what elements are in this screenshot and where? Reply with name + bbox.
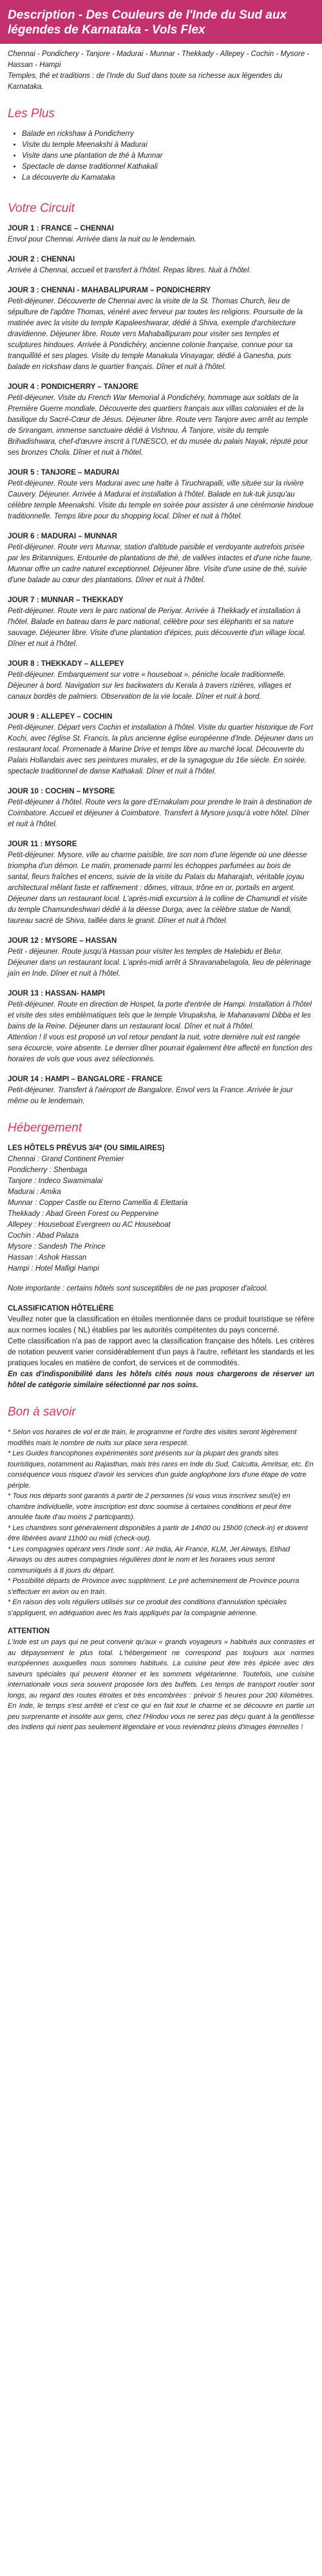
day-description: Petit-déjeuner. Visite du French War Memorial à Pondichéry, hommage aux soldats de la Première Guerre mondiale. Découverte des quartiers français aux villas coloniales et de la basilique du Sacré-Cœur de Jésus. Déjeuner libre. Route vers Tanjore avec arrêt au temple de Srirangam, immense sanctuaire dédié à Vishnou. À Tanjore, visite du temple Brihadishwara, chef-d'œuvre inscrit à l'UNESCO, et du musée du palais Nayak, réputé pour ses bronzes Chola. Dîner et nuit à l'hôtel. [8,394,308,457]
day-title: JOUR 13 : HASSAN- HAMPI [8,990,105,998]
day-title: JOUR 1 : FRANCE – CHENNAI [8,225,114,232]
day-title: JOUR 3 : CHENNAI - MAHABALIPURAM – PONDICHERRY [8,287,211,294]
list-item: • Visite dans une plantation de thé à Munnar [22,151,314,162]
page-header [0,0,322,44]
hotel-item: Munnar : Copper Castle ou Eterno Camellia & Elettaria [8,1199,188,1207]
day-block [8,786,314,830]
attention-text: L'Inde est un pays qui ne peut convenir qu'aux « grands voyageurs » habitués aux contrastes et au dépaysement le plus total. L'hébergement ne correspond pas toujours aux normes européennes auxquelles nous sommes habitués. La cuisine peut être très épicée avec des saveurs spéciales qui peuvent étonner et les sommets végétarienne. Toutefois, une cuisine internationale vous sera souvent proposée lors des buffets. Les temps de transport routier sont longs, au regard des routes étroites et très encombrées : prévoir 5 heures pour 200 kilomètres. En Inde, le temps s'est arrêté et c'est ce qui en fait tout le charme et se découvre en partie un peu surprenante et insolite aux gens, chez l'Hindou vous ne serez pas déçu quant à la gentillesse des Indiens qui nient pas seulement légendaire et vous reviendrez pleins d'images éternelles ! [8,1638,314,1731]
circuit-days [8,223,314,1107]
info-paragraph: * Les compagnies opérant vers l'Inde sont : Air India, Air France, KLM, Jet Airways, Etihad Airways ou des autres compagnies régulières dont le nom et les horaires vous seront communiqués à 8 jours du départ. [8,1545,290,1575]
day-description: Petit-déjeuner à l'hôtel. Route vers la gare d'Ernakulam pour prendre le train à destination de Coimbatore. Accueil et déjeuner à Coimbatore. Transfert à Mysore jusqu'à votre hôtel. Dîner et nuit à l'hôtel. [8,799,312,828]
classification-text-3: En cas d'indisponibilité dans les hôtels cités nous nous chargerons de réserver un hôtel de catégorie similaire sélectionné par nos soins. [8,1370,314,1389]
hotel-item: Cochin : Abad Palaza [8,1232,79,1240]
section-heading-hebergement: Hébergement [8,1121,82,1135]
hotel-item: Hampi : Hotel Malligi Hampi [8,1265,99,1273]
hotel-item: Thekkady : Abad Green Forest ou Peppervine [8,1210,159,1218]
hotels-subtitle: LES HÔTELS PRÉVUS 3/4* (OU SIMILAIRES) [8,1144,165,1152]
day-block [8,936,314,980]
day-description: Petit-déjeuner. Embarquement sur votre « houseboat », péniche locale traditionnelle. Déjeuner à bord. Navigation sur les backwaters du Kerala à travers rizières, villages et canaux bordés de palmiers. Observation de la vie locale. Dîner et nuit à bord. [8,671,291,701]
hotel-item: Madurai : Amika [8,1188,61,1196]
day-block [8,223,314,245]
info-paragraph: * En raison des vols réguliers utilisés sur ce produit des conditions d'annulation spéciales s'appliquent, en adéquation avec les frais appliqués par la compagnie aérienne. [8,1598,287,1617]
day-description: Petit-déjeuner. Route vers le parc national de Periyar. Arrivée à Thekkady et installation à l'hôtel. Balade en bateau dans le parc national, célèbre pour ses éléphants et sa nature sauvage. Déjeuner libre. Visite d'une plantation d'épices, puis découverte d'un village local. Dîner et nuit à l'hôtel. [8,607,306,648]
section-heading-circuit: Votre Circuit [8,202,75,215]
bon-a-savoir-notes [8,1427,314,1618]
day-description: Petit-déjeuner. Route en direction de Hospet, la porte d'entrée de Hampi. Installation à l'hôtel et visite des sites emblématiques tels que le temple Virupaksha, le Mahanavami Dibba et les bains de la Reine. Déjeuner dans un restaurant local. Dîner et nuit à l'hôtel. Attention ! Il vous est proposé un vol retour pendant la nuit, votre dernière nuit est rangée sera écourcie, voire absente. Le dernier dîner pourrait également être affecté en fonction des horaires de vols que vous avez sélectionnés. [8,1001,313,1063]
day-title: JOUR 4 : PONDICHERRY – TANJORE [8,383,138,391]
day-title: JOUR 14 : HAMPI – BANGALORE - FRANCE [8,1075,163,1083]
list-item: • Balade en rickshaw à Pondicherry [22,129,314,140]
day-block [8,595,314,650]
day-description: Petit-déjeuner. Transfert à l'aéroport de Bangalore. Envol vers la France. Arrivée le jour même ou le lendemain. [8,1086,293,1105]
day-description: Petit-déjeuner. Route vers Munnar, station d'altitude paisible et verdoyante autrefois prisée par les Britanniques. Entourée de plantations de thé, de vallées intactes et d'une riche faune, Munnar offre un cadre naturel exceptionnel. Déjeuner libre. Visite d'une usine de thé, suivie d'une balade au cœur des plantations. Dîner et nuit à l'hôtel. [8,544,312,584]
list-item: • Visite du temple Meenakshi à Madurai [22,140,314,151]
day-description: Petit-déjeuner. Mysore, ville au charme paisible, tire son nom d'une légende où une déesse triompha d'un démon. Le matin, promenade parmi les échoppes parfumées au bois de santal, fleurs fraîches et encens, suivie de la visite du Palais du Maharajah, véritable joyau architectural mêlant faste et raffinement : dômes, vitraux, trône en or, portails en argent. Déjeuner dans un restaurant local. L'après-midi excursion à la colline de Chamundi et visite du temple Chamundeshwari dédié à la déesse Durga, avec la célèbre statue de Nandi, taureau sacré de Shiva, taillée dans le granit. Dîner et nuit à l'hôtel. [8,851,307,925]
section-heading-bon-a-savoir: Bon à savoir [8,1405,76,1419]
day-block [8,254,314,276]
day-block [8,382,314,459]
hotel-list [8,1154,314,1274]
day-block [8,531,314,586]
day-block [8,468,314,522]
day-title: JOUR 9 : ALLEPEY – COCHIN [8,713,113,721]
intro-text: Temples, thé et traditions : de l'Inde du Sud dans toute sa richesse aux légendes du Karnataka. [8,72,283,91]
list-item: • Spectacle de danse traditionnel Kathakali [22,162,314,173]
day-description: Petit - déjeuner. Route jusqu'à Hassan pour visiter les temples de Halebidu et Belur. Déjeuner dans un restaurant local. L'après-midi arrêt à Shravanabelagola, lieu de pèlerinage jaïn en Inde. Dîner et nuit à l'hôtel. [8,948,311,978]
day-block [8,839,314,927]
day-title: JOUR 7 : MUNNAR – THEKKADY [8,596,124,604]
list-item: • La découverte du Karnataka [22,173,314,184]
day-description: Petit-déjeuner. Route vers Madurai avec une halte à Tiruchirapalli, ville située sur la rivière Cauvery. Déjeuner. Arrivée à Madurai et installation à l'hôtel. Balade en tuk-tuk jusqu'au célèbre temple Meenakshi. Visite du temple en soirée pour assister à une cérémonie hindoue traditionnelle. Temps libre pour du shopping local. Dîner et nuit à l'hôtel. [8,480,314,520]
day-block [8,989,314,1065]
page-title: Description - Des Couleurs de l'Inde du Sud aux légendes de Karnataka - Vols Flex [8,8,287,37]
classification-title: CLASSIFICATION HÔTELIÈRE [8,1305,114,1312]
day-block [8,1074,314,1107]
attention-title: ATTENTION [8,1627,50,1635]
day-block [8,659,314,703]
intro-route: Chennai - Pondichery - Tanjore - Madurai - Munnar - Thekkady - Allepey - Cochin - Mysore - Hassan - Hampi [8,50,310,69]
info-paragraph: * Les chambres sont généralement disponibles à partir de 14h00 ou 15h00 (check-in) et doivent être libérées avant 11h00 ou midi (check-out). [8,1524,308,1542]
hotel-item: Chennai : Grand Continent Premier [8,1155,124,1163]
day-description: Petit-déjeuner. Départ vers Cochin et installation à l'hôtel. Visite du quartier historique de Fort Kochi, avec l'église St. Francis, la plus ancienne église européenne d'Inde. Déjeuner dans un restaurant local. Promenade à Marine Drive et temps libre au marché local. Découverte du Palais Hollandais avec ses peintures murales, et de la synagogue du 16e siècle. En soirée, spectacle traditionnel de danse Kathakali. Dîner et nuit à l'hôtel. [8,724,314,775]
hotel-item: Mysore : Sandesh The Prince [8,1243,106,1251]
section-heading-plus: Les Plus [8,107,55,120]
day-description: Envol pour Chennai. Arrivée dans la nuit ou le lendemain. [8,236,197,243]
day-title: JOUR 2 : CHENNAI [8,256,75,263]
day-title: JOUR 8 : THEKKADY – ALLEPEY [8,660,124,668]
info-paragraph: * Possibilité départs de Province avec supplément. Le pré acheminement de Province pourra s'effectuer en avion ou en train. [8,1577,299,1596]
day-title: JOUR 5 : TANJORE – MADURAI [8,469,119,477]
plus-list [8,129,314,184]
info-paragraph: * Les Guides francophones expérimentés sont présents sur la plupart des grands sites touristiques, notamment au Rajasthan, mais très rares en Inde du Sud, Calcutta, Amritsar, etc. En conséquence vous risquez d'avoir les services d'un guide anglophone lors d'une étape de votre périple. [8,1450,314,1490]
classification-text-1: Veuillez noter que la classification en étoiles mentionnée dans ce produit touristique se réfère aux normes locales ( NL) établies par les autorités compétentes du pays concerné. [8,1316,314,1334]
day-title: JOUR 6 : MADURAI – MUNNAR [8,533,117,540]
day-block [8,285,314,373]
info-paragraph: * Selon vos horaires de vol et de train, le programme et l'ordre des visites seront légèrement modifiés mais le nombre de nuits sur place sera respecté. [8,1428,297,1447]
main-content [0,49,322,1733]
hotel-item: Allepey : Houseboat Evergreen ou AC Houseboat [8,1221,171,1229]
day-description: Arrivée à Chennai, accueil et transfert à l'hôtel. Repas libres. Nuit à l'hôtel. [8,267,251,274]
day-title: JOUR 11 : MYSORE [8,840,77,848]
classification-text-2: Cette classification n'a pas de rapport avec la classification française des hôtels. Les critères de notation peuvent varier considérablement d'un pays à l'autre, reflétant les standards et les pratiques locales en matière de confort, de services et de commodités. [8,1338,314,1367]
hotel-item: Hassan : Ashok Hassan [8,1254,87,1262]
day-block [8,712,314,777]
day-title: JOUR 12 : MYSORE – HASSAN [8,937,117,945]
info-paragraph: * Tous nos départs sont garantis à partir de 2 personnes (si vous vous inscrivez seul(e) en chambre individuelle, votre inscription est donc soumise à certaines conditions et peut être annulée faute d'au moins 2 participants). [8,1492,292,1521]
hotel-note: Note importante : certains hôtels sont susceptibles de ne pas proposer d'alcool. [8,1285,269,1293]
day-description: Petit-déjeuner. Découverte de Chennai avec la visite de la St. Thomas Church, lieu de sépulture de l'apôtre Thomas, vénéré avec ferveur par toutes les religions. Poursuite de la matinée avec la visite du temple Kapaleeshwarar, dédié à Shiva, exemple d'architecture dravidienne. Déjeuner libre. Route vers Mahaballipuram pour visiter ses temples et sculptures hindoues. Arrivée à Pondichéry, ancienne colonie française, connue pour sa tranquillité et ses plages. Visite du temple Manakula Vinayagar, dédié à Ganesha, puis balade en rickshaw dans le quartier français. Dîner et nuit à l'hôtel. [8,298,303,371]
hotel-item: Pondicherry : Shenbaga [8,1166,88,1174]
hotel-item: Tanjore : Indeco Swamimalai [8,1177,103,1185]
day-title: JOUR 10 : COCHIN – MYSORE [8,788,115,795]
